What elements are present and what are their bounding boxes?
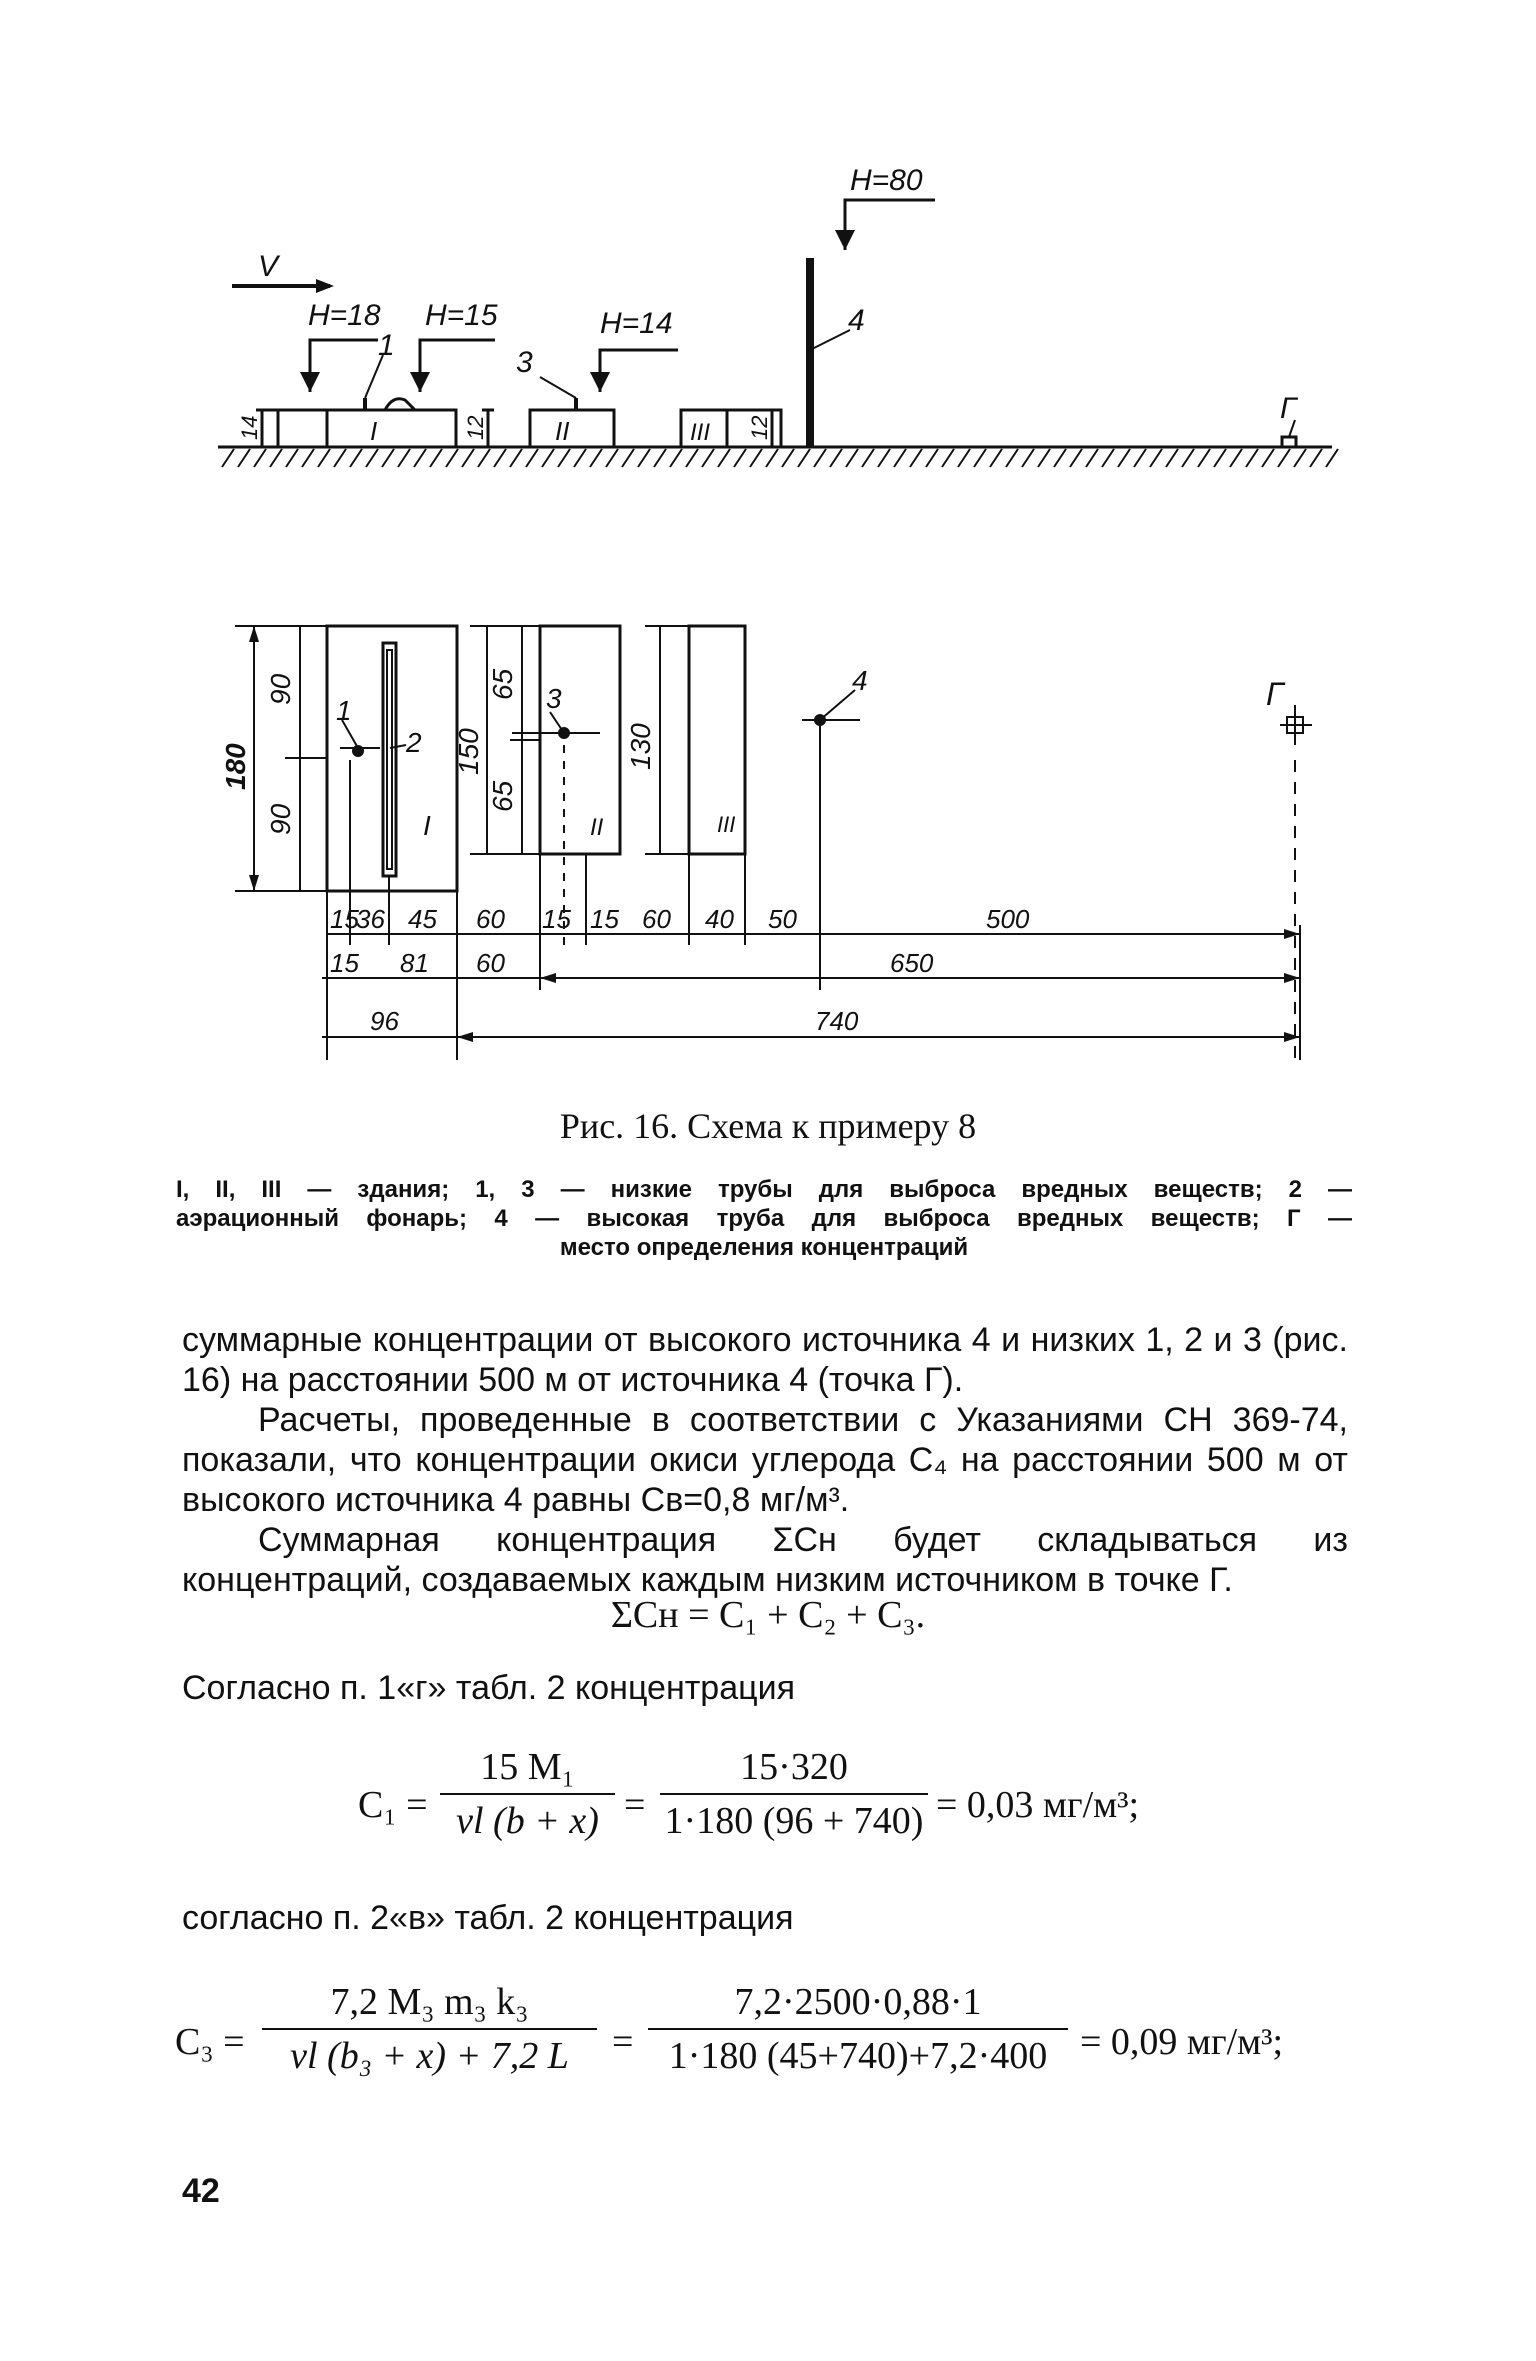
paragraph-1: суммарные концентрации от высокого источника 4 и низких 1, 2 и 3 (рис. 16) на расстоянии 500 м от источника 4 (точка Г). (182, 1321, 1348, 1399)
height-label-H80: H=80 (850, 164, 923, 197)
dim-r1-60b: 60 (642, 904, 671, 934)
plan-point-G: Г (1266, 676, 1284, 712)
plan-dim-90b: 90 (265, 803, 296, 835)
paragraph-5-wrap (182, 1898, 1348, 1938)
formula-c1-lhs: C₁ = (358, 1784, 428, 1826)
point-G-profile (1282, 437, 1296, 447)
height-label-H14: H=14 (600, 307, 673, 340)
plan-source-2: 2 (406, 727, 422, 758)
dim-r1-50: 50 (768, 904, 797, 934)
formula-c1-num2: 15·320 (660, 1745, 928, 1795)
building-I-profile (278, 410, 456, 447)
plan-dim-180: 180 (220, 743, 251, 790)
formula-c1-num1: 15 M₁ (440, 1745, 615, 1795)
profile-point-G: Г (1280, 392, 1297, 425)
formula-c1: C₁ = $\frac{\text{15 M₁}}{vl (b + x)}$ = $\frac{15\cdot 320}{1\cdot 180 (96 + 740)}$ = 0,03 мг/м³; (358, 1746, 1140, 1842)
formula-c3: C₃ = $\frac{\text{7,2 M₃ m₃ k₃}}{\text{vl (b₃ + x) + 7,2 L}}$ = $\frac{7,2\cdot 2500\cdot 0,88\cdot 1}{1\cdot 180 (45+740)+7,2\cdot 400}$ = 0,09 мг/м³; (175, 1981, 1284, 2077)
figure-16 (0, 0, 1536, 1100)
paragraph-5: согласно п. 2«в» табл. 2 концентрация (182, 1899, 794, 1937)
legend-line-1: I, II, III — здания; 1, 3 — низкие трубы для выброса вредных веществ; 2 — (176, 1176, 1352, 1203)
formula-c3-num1: 7,2 M₃ m₃ k₃ (262, 1980, 597, 2030)
dim-r3-96: 96 (370, 1006, 399, 1036)
plan-source-3-dot (558, 727, 570, 739)
formula-c1-frac2 (660, 1745, 928, 1843)
profile-source-1: 1 (378, 329, 395, 362)
plan-dim-90a: 90 (265, 673, 296, 705)
formula-c1-den2: 1·180 (96 + 740) (664, 1800, 924, 1842)
figure-legend (176, 1175, 1352, 1262)
building-II-plan (540, 626, 620, 854)
plan-source-1: 1 (336, 695, 352, 726)
formula-c3-frac1 (262, 1980, 597, 2078)
formula-c3-lhs: C₃ = (175, 2021, 245, 2063)
profile-building-III: III (690, 419, 711, 446)
dim-r1-15a: 15 (542, 904, 571, 934)
plan-source-3: 3 (546, 683, 562, 714)
wind-label: V (258, 250, 279, 283)
legend-line-3: место определения концентраций (559, 1234, 969, 1261)
plan-dim-130: 130 (625, 723, 656, 770)
paragraph-4-wrap (182, 1668, 1348, 1708)
dim-r3-740: 740 (815, 1006, 859, 1036)
plan-dim-65b: 65 (487, 780, 518, 812)
legend-line-2: аэрационный фонарь; 4 — высокая труба для выброса вредных веществ; Г — (176, 1205, 1352, 1232)
dim-r2-60: 60 (476, 948, 505, 978)
ground-hatch (222, 449, 1338, 467)
dim-r2-15: 15 (330, 948, 359, 978)
dim-r1-60a: 60 (476, 904, 505, 934)
formula-c3-result: = 0,09 мг/м³; (1080, 2021, 1284, 2063)
dim-r1-15: 15 (330, 904, 359, 934)
profile-height-14: 14 (237, 415, 262, 440)
dim-r1-500: 500 (986, 904, 1030, 934)
plan-building-II: II (590, 814, 604, 841)
aeration-lantern-plan (383, 643, 396, 876)
plan-building-I: I (423, 810, 431, 841)
formula-c3-den2: 1·180 (45+740)+7,2·400 (668, 2035, 1048, 2077)
plan-source-4-dot (814, 714, 826, 726)
paragraph-4: Согласно п. 1«г» табл. 2 концентрация (182, 1669, 795, 1707)
profile-building-I: I (370, 416, 378, 446)
profile-height-12b: 12 (747, 415, 772, 440)
page-number: 42 (182, 2172, 220, 2210)
plan-source-4: 4 (852, 665, 868, 696)
height-label-H18: H=18 (308, 299, 381, 332)
formula-c3-num2: 7,2·2500·0,88·1 (648, 1980, 1068, 2030)
dim-r1-40: 40 (705, 904, 734, 934)
formula-c3-frac2 (648, 1980, 1068, 2078)
dim-r1-15b: 15 (590, 904, 619, 934)
dim-r2-81: 81 (400, 948, 429, 978)
plan-source-1-dot (352, 745, 364, 757)
height-label-H15: H=15 (425, 299, 498, 332)
figure-caption: Рис. 16. Схема к примеру 8 (559, 1106, 977, 1146)
paragraph-3: Суммарная концентрация ΣCн будет складываться из концентраций, создаваемых каждым низким источником в точке Г. (182, 1521, 1348, 1599)
formula-c1-result: = 0,03 мг/м³; (936, 1784, 1140, 1826)
dim-r2-650: 650 (890, 948, 934, 978)
sum-formula: ΣCн = C₁ + C₂ + C₃. (610, 1594, 926, 1636)
building-II-profile (530, 410, 614, 447)
formula-c1-frac1 (440, 1745, 615, 1843)
dim-r1-36: 36 (356, 904, 385, 934)
profile-source-4: 4 (848, 304, 865, 337)
dim-r1-45: 45 (408, 904, 437, 934)
profile-height-12a: 12 (463, 415, 488, 440)
plan-dim-65a: 65 (487, 668, 518, 700)
plan-dim-150: 150 (453, 728, 484, 775)
aeration-lantern-profile (385, 399, 415, 410)
formula-c3-den1: vl (b₃ + x) + 7,2 L (290, 2035, 569, 2077)
body-text (182, 1320, 1348, 1600)
plan-building-III: III (717, 812, 736, 837)
profile-building-II: II (555, 416, 570, 446)
paragraph-2: Расчеты, проведенные в соответствии с Указаниями СН 369-74, показали, что концентрации окиси углерода C₄ на расстоянии 500 м от высокого источника 4 равны Cв=0,8 мг/м³. (182, 1401, 1348, 1519)
formula-c1-den1: vl (b + x) (456, 1800, 599, 1842)
profile-source-3: 3 (516, 346, 533, 379)
